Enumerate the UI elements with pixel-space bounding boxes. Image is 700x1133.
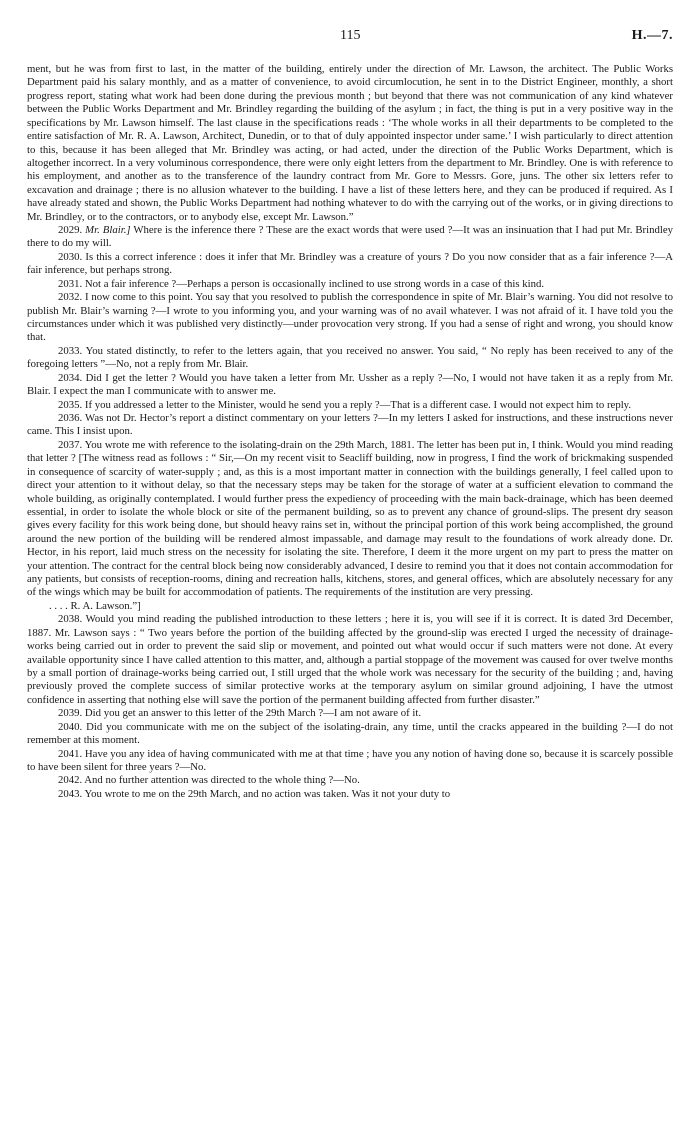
question-number: 2031. [58,277,83,290]
question-text: Was not Dr. Hector’s report a distinct commentary on your letters ?—In my letters I asked for instructions, and these instructions never came. This I insist upon. [27,411,673,438]
question-text: I now come to this point. You say that you resolved to publish the correspondence in spite of Mr. Blair’s warning. You did not resolve to publish Mr. Blair’s warning ?—I wrote to you informing you, and your warning was of no avail whatever. I was not afraid of it. I have told you the circumstances under which it was published very distinctly—under provocation very strong. If you had a sense of right and wrong, you should know that. [27,291,674,344]
question-text: You wrote to me on the 29th March, and no action was taken. Was it not your duty to [84,787,451,800]
question-2033 [27,345,673,372]
question-text: Did you communicate with me on the subject of the isolating-drain, any time, until the cracks appeared in the building ?—I do not remember at this moment. [27,720,674,747]
question-text: Did I get the letter ? Would you have taken a letter from Mr. Ussher as a reply ?—No, I would not have taken it as a reply from Mr. Blair. I expect the man I communicate with to answer me. [27,371,674,398]
question-number: 2034. [58,371,83,384]
question-number: 2042. [58,774,83,787]
question-2042 [27,774,673,787]
question-2039 [27,707,673,720]
question-text: Not a fair inference ?—Perhaps a person is occasionally inclined to use strong words in a case of this kind. [84,277,545,290]
question-number: 2030. [58,250,83,263]
question-number: 2039. [58,707,83,720]
question-text: If you addressed a letter to the Minister, would he send you a reply ?—That is a different case. I would not expect him to reply. [84,398,632,411]
question-number: 2035. [58,398,83,411]
question-2032 [27,291,673,345]
question-text: Where is the inference there ? These are the exact words that were used ?—It was an insinuation that I had put Mr. Brindley there to do my will. [27,224,674,250]
question-number: 2043. [58,787,83,800]
question-number: 2036. [58,411,83,424]
paragraph-text: ment, but he was from first to last, in the matter of the building, entirely under the direction of Mr. Lawson, the architect. The Public Works Department paid his salary monthly, and as a matter of convenience, to avoid circumlocution, he sent in to the District Engineer, monthly, a short progress report, stating what work had been done during the previous month ; but beyond that there was not communication of any kind whatever between the Public Works Department and Mr. Brindley regarding the building of the asylum ; in fact, the thing is put in a very positive way in the specifications by Mr. Lawson himself. The last clause in the specifications reads : ‘The whole works in all their departments to be completed to the entire satisfaction of Mr. R. A. Lawson, Architect, Dunedin, or to that of duly appointed inspector under same.’ I wish particularly to direct attention to this, because it has been alleged that Mr. Brindley was acting, or had acted, under the direction of the Public Works Department, which is altogether incorrect. In a very voluminous correspondence, there were only eight letters from the department to Mr. Brindley. One is with reference to his employment, and another as to the transference of the laundry contract from Mr. Gore to Messrs. Gore, juns. The other six letters refer to excavation and drainage ; there is no allusion whatever to the building. I have a list of these letters here, and they can be produced if required. As I have already stated and shown, the Public Works Department had nothing whatever to do with the carrying out of the works, or in giving directions to Mr. Brindley, or to the contractors, or to anybody else, except Mr. Lawson.” [27,63,673,223]
question-2036 [27,412,673,439]
question-number: 2040. [58,720,83,733]
letter-signature [27,600,673,613]
paragraph-continued [27,63,673,224]
question-text: And no further attention was directed to the whole thing ?—No. [84,774,360,787]
question-number: 2029. [58,224,83,237]
question-text: You stated distinctly, to refer to the letters again, that you received no answer. You said, “ No reply has been received to any of the foregoing letters ”—No, not a reply from Mr. Blair. [27,344,673,371]
question-2041 [27,748,673,775]
question-number: 2038. [58,613,83,626]
page-header [0,28,700,48]
question-2031 [27,278,673,291]
question-number: 2041. [58,747,83,760]
question-text: Would you mind reading the published introduction to these letters ; here it is, you will see if it is correct. It is dated 3rd December, 1887. Mr. Lawson says : “ Two years before the portion of the building affected by the ground-slip was erected I urged the necessity of drainage-works being carried out in order to prevent the said slip or movement, and pointed out what would occur if such matters were not done. At every available opportunity since I have called attention to this matter, and, although a partial stoppage of the movement was caused for over twelve months by a small portion of drainage-works being carried out, I still urged that the whole work was necessary for the security of the building ; and, having previously proved the complete success of similar protective works at the temporary asylum on similar ground adjoining, I have the utmost confidence in asserting that nothing else will save the portion of the permanent building affected from further disaster.” [27,613,674,706]
page-number: 115 [340,28,361,43]
question-2029 [27,224,673,251]
signature-text: . . . . R. A. Lawson.”] [49,599,141,612]
question-text: Is this a correct inference : does it infer that Mr. Brindley was a creature of yours ? Do you now consider that as a fair inference ?—A fair inference, but perhaps strong. [27,250,674,277]
question-2030 [27,251,673,278]
question-text: Did you get an answer to this letter of the 29th March ?—I am not aware of it. [84,707,422,720]
question-number: 2033. [58,344,83,357]
question-text: You wrote me with reference to the isolating-drain on the 29th March, 1881. The letter has been put in, I think. Would you mind reading that letter ? [The witness read as follows : “ Sir,—On my recent visit to Seacliff building, now in progress, I find the work of brickmaking suspended in consequence of scarcity of water-supply ; and, as this is a most important matter in connection with the buildings generally, I feel called upon to direct your attention to it without delay, so that the necessary steps may be taken for the storage of water at a sufficient elevation to command the whole building, as originally contemplated. I would further press the expediency of proceeding with the main back-drainage, which has been deemed essential, in order to isolate the whole block or site of the permanent building, so as to prevent any chance of ground-slips. The present dry season gives every facility for this work being done, but should heavy rains set in, without the principal portion of this work being accomplished, the ground around the new portion of the building will be rendered almost impassable, and damage may result to the foundations of work already done. Dr. Hector, in his report, laid much stress on the necessity for isolating the site. Therefore, I deem it the more urgent on my part to press the matter on your attention. The contract for the central block being now considerably advanced, I desire to remind you that it does not contain accommodation for any patients, but consists of reception-rooms, dining and recreation halls, kitchens, stores, and general offices, which are absolutely necessary for any of the wings which may be built for accommodation of patients. The requirements of the institution are very pressing. [27,438,673,599]
question-2034 [27,372,673,399]
question-2037 [27,439,673,600]
document-body [27,63,673,801]
document-reference: H.—7. [631,28,673,43]
question-number: 2032. [58,291,83,304]
question-2043 [27,788,673,801]
question-2038 [27,613,673,707]
question-number: 2037. [58,438,83,451]
question-text: Have you any idea of having communicated with me at that time ; have you any notion of having done so, because it is scarcely possible to have been silent for three years ?—No. [27,747,673,773]
question-2040 [27,721,673,748]
speaker-label: Mr. Blair.] [85,224,131,237]
question-2035 [27,399,673,412]
